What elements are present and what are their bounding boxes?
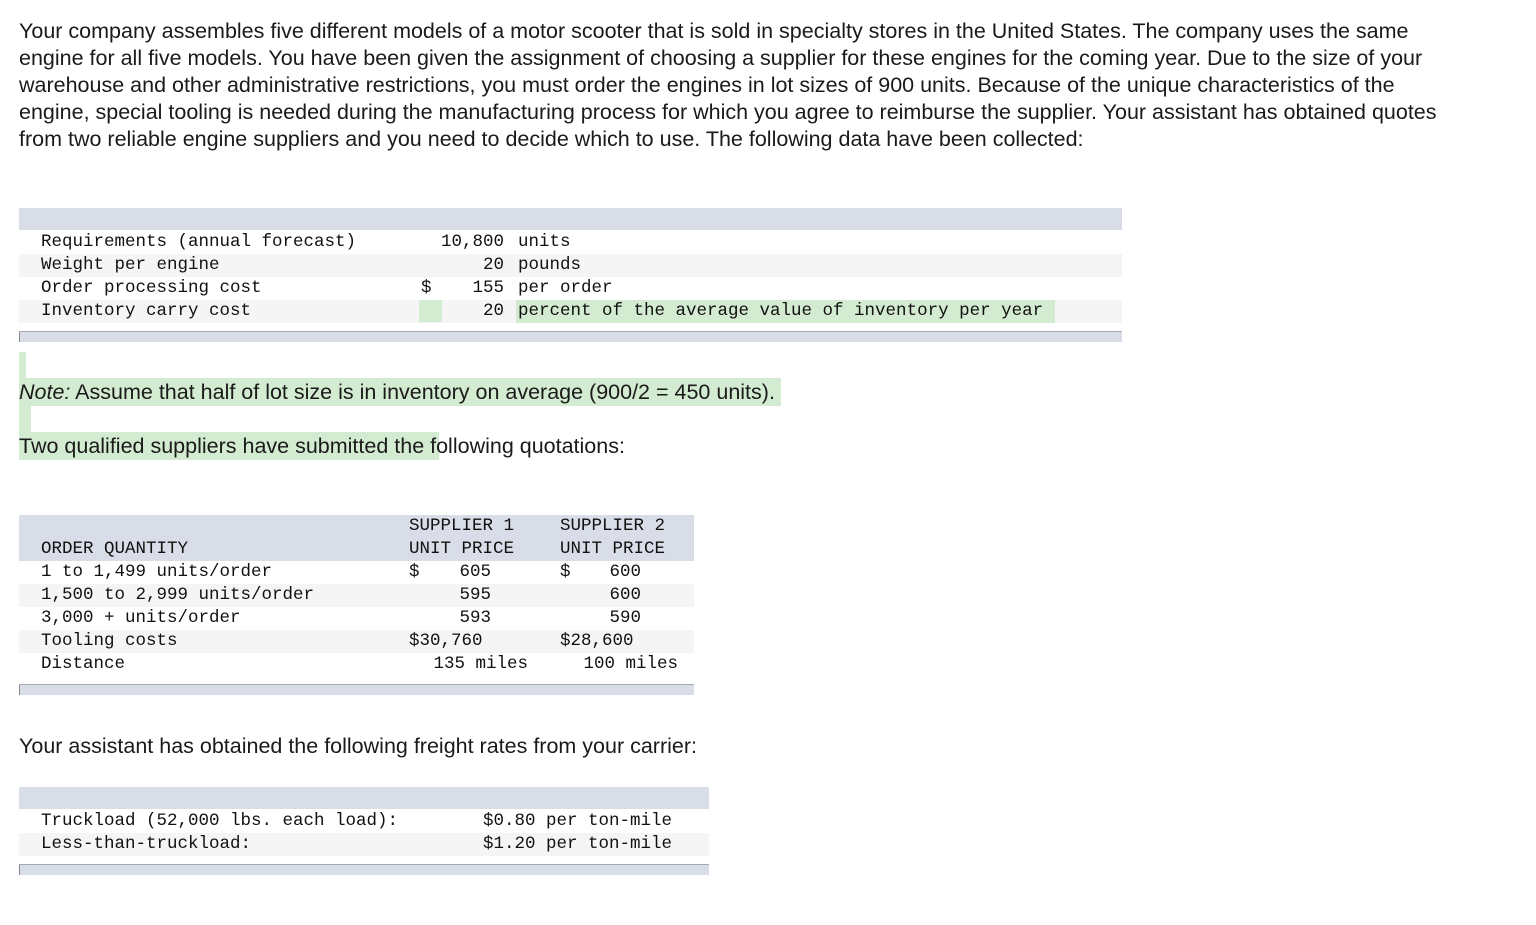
- row-label: Tooling costs: [41, 631, 178, 651]
- supplier-1-price: 595: [459, 585, 491, 605]
- row-label: Weight per engine: [41, 255, 220, 275]
- row-value: 10,800: [440, 232, 504, 252]
- supplier-1-tooling: $30,760: [409, 631, 483, 651]
- header-unit-price-1: UNIT PRICE: [409, 539, 515, 559]
- currency-symbol: $: [421, 278, 432, 298]
- row-rate: $0.80 per ton-mile: [483, 811, 673, 831]
- suppliers-intro-text: Two qualified suppliers have submitted the following quotations:: [19, 434, 625, 458]
- table-row: [19, 833, 709, 856]
- note-body: Assume that half of lot size is in inventory on average (900/2 = 450 units).: [70, 380, 775, 404]
- table-footer-band: [19, 331, 1122, 342]
- table-row: [19, 810, 709, 833]
- row-label: Requirements (annual forecast): [41, 232, 357, 252]
- table-header-band: [19, 787, 709, 809]
- note-label: Note:: [19, 380, 71, 404]
- row-unit: units: [518, 232, 571, 252]
- table-row: [19, 254, 1122, 277]
- supplier-2-price: 600: [609, 585, 641, 605]
- table-row: [19, 561, 694, 584]
- table-row: [19, 231, 1122, 254]
- table-row: [19, 277, 1122, 300]
- row-label: Distance: [41, 654, 126, 674]
- suppliers-intro: [19, 432, 625, 460]
- supplier-2-price: 600: [609, 562, 641, 582]
- supplier-2-tooling: $28,600: [560, 631, 634, 651]
- supplier-2-distance: 100 miles: [583, 654, 678, 674]
- table-header-band: [19, 208, 1122, 230]
- row-value: 20: [482, 301, 504, 321]
- table-row: [19, 653, 694, 676]
- row-label: Less-than-truckload:: [41, 834, 252, 854]
- freight-intro: Your assistant has obtained the following freight rates from your carrier:: [19, 734, 697, 758]
- supplier-1-price: 593: [459, 608, 491, 628]
- row-label: Order processing cost: [41, 278, 262, 298]
- row-label: 1,500 to 2,999 units/order: [41, 585, 315, 605]
- header-order-quantity: ORDER QUANTITY: [41, 539, 189, 559]
- row-value: 20: [482, 255, 504, 275]
- supplier-1-price: 605: [459, 562, 491, 582]
- table-header: [19, 515, 694, 561]
- row-value: 155: [472, 278, 504, 298]
- quotations-table: [19, 515, 694, 695]
- table-row: [19, 630, 694, 653]
- table-footer-band: [19, 864, 709, 875]
- row-label: 3,000 + units/order: [41, 608, 241, 628]
- table-row: [19, 584, 694, 607]
- currency-symbol: $: [560, 562, 571, 582]
- row-label: Inventory carry cost: [41, 301, 252, 321]
- table-row: [19, 607, 694, 630]
- supplier-1-distance: 135 miles: [433, 654, 528, 674]
- header-supplier-2: SUPPLIER 2: [560, 516, 666, 536]
- currency-symbol: $: [409, 562, 420, 582]
- header-supplier-1: SUPPLIER 1: [409, 516, 515, 536]
- requirements-table: [19, 208, 1122, 342]
- row-unit: pounds: [518, 255, 582, 275]
- table-footer-band: [19, 684, 694, 695]
- row-unit: per order: [518, 278, 613, 298]
- supplier-2-price: 590: [609, 608, 641, 628]
- table-row: [19, 300, 1122, 323]
- freight-table: [19, 787, 709, 875]
- intro-paragraph: Your company assembles five different models of a motor scooter that is sold in specialty stores in the United States. The company uses the same engine for all five models. You have been given the assignment of choosing a supplier for these engines for the coming year. Due to the size of your warehouse and other administrative restrictions, you must order the engines in lot sizes of 900 units. Because of the unique characteristics of the engine, special tooling is needed during the manufacturing process for which you agree to reimburse the supplier. Your assistant has obtained quotes from two reliable engine suppliers and you need to decide which to use. The following data have been collected:: [19, 19, 1437, 151]
- row-rate: $1.20 per ton-mile: [483, 834, 673, 854]
- note-text: [19, 378, 781, 406]
- row-label: 1 to 1,499 units/order: [41, 562, 273, 582]
- selection-highlight: [19, 406, 31, 434]
- row-label: Truckload (52,000 lbs. each load):: [41, 811, 399, 831]
- row-unit: percent of the average value of inventory per year: [516, 300, 1055, 323]
- header-unit-price-2: UNIT PRICE: [560, 539, 666, 559]
